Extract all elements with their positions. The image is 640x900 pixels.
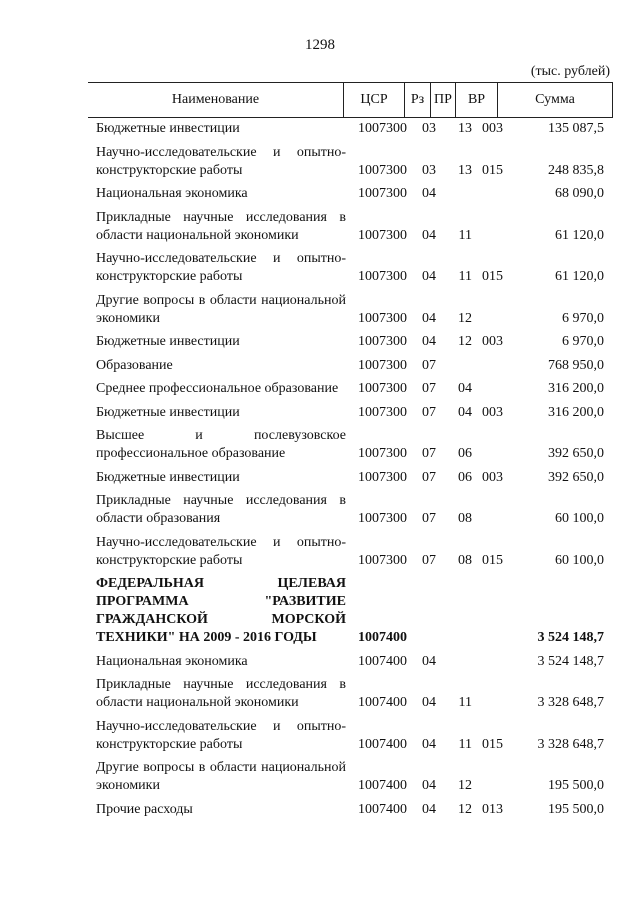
table-row	[96, 380, 604, 398]
row-csr: 1007300	[358, 381, 407, 396]
table-row	[96, 801, 604, 819]
table-row	[96, 759, 604, 795]
row-sum: 392 650,0	[548, 446, 604, 461]
row-pr: 11	[458, 227, 472, 243]
row-pr: 13	[458, 121, 472, 136]
row-pr: 06	[458, 446, 472, 461]
row-pr: 08	[458, 511, 472, 526]
row-pr: 13	[458, 162, 472, 178]
table-row	[96, 469, 604, 487]
row-sum: 68 090,0	[555, 186, 604, 201]
row-name: Бюджетные инвестиции	[96, 334, 240, 349]
row-csr: 1007400	[358, 653, 407, 669]
table-row	[96, 718, 604, 754]
row-pr: 11	[458, 269, 472, 284]
table-row	[96, 404, 604, 422]
row-csr: 1007300	[358, 511, 407, 526]
row-vr: 015	[482, 552, 503, 568]
row-pr: 04	[458, 404, 472, 420]
row-name: Научно-исследовательские и опытно-конструкторские работы	[96, 534, 346, 568]
row-pr: 12	[458, 310, 472, 326]
table-row	[96, 209, 604, 245]
row-rz: 04	[422, 186, 436, 201]
row-name: Бюджетные инвестиции	[96, 469, 240, 485]
table-row	[96, 653, 604, 671]
table-row	[96, 534, 604, 570]
row-csr: 1007300	[358, 357, 407, 373]
row-rz: 04	[422, 695, 436, 710]
row-rz: 04	[422, 736, 436, 752]
table-row	[96, 492, 604, 528]
row-csr: 1007400	[358, 736, 407, 752]
row-sum: 768 950,0	[548, 357, 604, 373]
row-name: Прикладные научные исследования в области национальной экономики	[96, 209, 346, 243]
row-name: Прочие расходы	[96, 801, 193, 817]
row-csr: 1007300	[358, 334, 407, 349]
units-label: (тыс. рублей)	[530, 64, 610, 79]
row-pr: 12	[458, 334, 472, 349]
row-pr: 11	[458, 695, 472, 710]
row-csr: 1007400	[358, 630, 407, 645]
table-row	[96, 144, 604, 180]
row-sum: 3 524 148,7	[537, 653, 604, 669]
row-rz: 07	[422, 511, 436, 526]
table-row	[96, 357, 604, 375]
row-sum: 195 500,0	[548, 801, 604, 817]
row-vr: 015	[482, 269, 503, 284]
row-pr: 06	[458, 469, 472, 485]
row-vr: 003	[482, 334, 503, 349]
row-csr: 1007300	[358, 552, 407, 568]
table-header	[88, 82, 613, 118]
row-name: Национальная экономика	[96, 186, 248, 201]
row-sum: 3 328 648,7	[537, 736, 604, 752]
row-rz: 04	[422, 269, 436, 284]
row-csr: 1007400	[358, 801, 407, 817]
table-row	[96, 185, 604, 203]
table-body	[96, 120, 604, 824]
row-csr: 1007300	[358, 186, 407, 201]
row-name: Научно-исследовательские и опытно-конструкторские работы	[96, 251, 346, 284]
header-pr: ПР	[431, 83, 456, 117]
row-sum: 61 120,0	[555, 269, 604, 284]
row-csr: 1007400	[358, 695, 407, 710]
row-csr: 1007400	[358, 778, 407, 793]
row-name: Национальная экономика	[96, 653, 248, 669]
row-csr: 1007300	[358, 446, 407, 461]
row-rz: 04	[422, 334, 436, 349]
table-row	[96, 676, 604, 712]
row-name: Научно-исследовательские и опытно-конструкторские работы	[96, 144, 346, 178]
row-rz: 04	[422, 310, 436, 326]
row-name: Научно-исследовательские и опытно-конструкторские работы	[96, 718, 346, 752]
row-sum: 392 650,0	[548, 469, 604, 485]
row-sum: 6 970,0	[562, 310, 604, 326]
header-rz: Рз	[405, 83, 431, 117]
row-name: Высшее и послевузовское профессиональное образование	[96, 428, 346, 461]
row-name: Другие вопросы в области национальной экономики	[96, 292, 346, 326]
row-vr: 003	[482, 404, 503, 420]
row-rz: 04	[422, 653, 436, 669]
row-rz: 07	[422, 357, 436, 373]
row-name: Образование	[96, 357, 173, 373]
table-row	[96, 120, 604, 138]
row-csr: 1007300	[358, 404, 407, 420]
row-vr: 003	[482, 121, 503, 136]
row-sum: 316 200,0	[548, 404, 604, 420]
row-rz: 03	[422, 162, 436, 178]
header-sum: Сумма	[535, 92, 575, 107]
row-sum: 3 524 148,7	[537, 630, 604, 645]
row-sum: 316 200,0	[548, 381, 604, 396]
row-name: Бюджетные инвестиции	[96, 404, 240, 420]
header-csr: ЦСР	[344, 83, 405, 117]
row-pr: 11	[458, 736, 472, 752]
row-pr: 12	[458, 778, 472, 793]
row-rz: 07	[422, 381, 436, 396]
row-name: Другие вопросы в области национальной экономики	[96, 760, 346, 793]
row-rz: 07	[422, 404, 436, 420]
row-vr: 015	[482, 736, 503, 752]
table-row	[96, 250, 604, 286]
row-name: ФЕДЕРАЛЬНАЯ ЦЕЛЕВАЯ ПРОГРАММА "РАЗВИТИЕ ГРАЖДАНСКОЙ МОРСКОЙ ТЕХНИКИ" НА 2009 - 2016 ГОДЫ	[96, 576, 346, 645]
table-row	[96, 427, 604, 463]
row-sum: 60 100,0	[555, 511, 604, 526]
row-name: Среднее профессиональное образование	[96, 381, 339, 396]
row-csr: 1007300	[358, 269, 407, 284]
row-vr: 013	[482, 801, 503, 817]
row-vr: 003	[482, 469, 503, 485]
table-row	[96, 333, 604, 351]
row-sum: 60 100,0	[555, 552, 604, 568]
row-csr: 1007300	[358, 121, 407, 136]
row-sum: 61 120,0	[555, 227, 604, 243]
row-name: Бюджетные инвестиции	[96, 121, 240, 136]
row-rz: 04	[422, 227, 436, 243]
row-rz: 04	[422, 778, 436, 793]
row-sum: 3 328 648,7	[537, 695, 604, 710]
row-rz: 03	[422, 121, 436, 136]
page-number: 1298	[305, 37, 335, 53]
row-name: Прикладные научные исследования в области национальной экономики	[96, 677, 346, 710]
row-pr: 08	[458, 552, 472, 568]
row-sum: 135 087,5	[548, 121, 604, 136]
header-name: Наименование	[88, 83, 344, 117]
row-pr: 04	[458, 381, 472, 396]
header-vr: ВР	[456, 83, 498, 117]
row-sum: 195 500,0	[548, 778, 604, 793]
row-rz: 07	[422, 469, 436, 485]
row-name: Прикладные научные исследования в области образования	[96, 493, 346, 526]
row-sum: 248 835,8	[548, 162, 604, 178]
row-sum: 6 970,0	[562, 334, 604, 349]
row-csr: 1007300	[358, 310, 407, 326]
table-row	[96, 575, 604, 647]
row-rz: 04	[422, 801, 436, 817]
row-rz: 07	[422, 552, 436, 568]
table-row	[96, 292, 604, 328]
row-csr: 1007300	[358, 162, 407, 178]
row-rz: 07	[422, 446, 436, 461]
row-csr: 1007300	[358, 227, 407, 243]
row-csr: 1007300	[358, 469, 407, 485]
row-vr: 015	[482, 162, 503, 178]
row-pr: 12	[458, 801, 472, 817]
